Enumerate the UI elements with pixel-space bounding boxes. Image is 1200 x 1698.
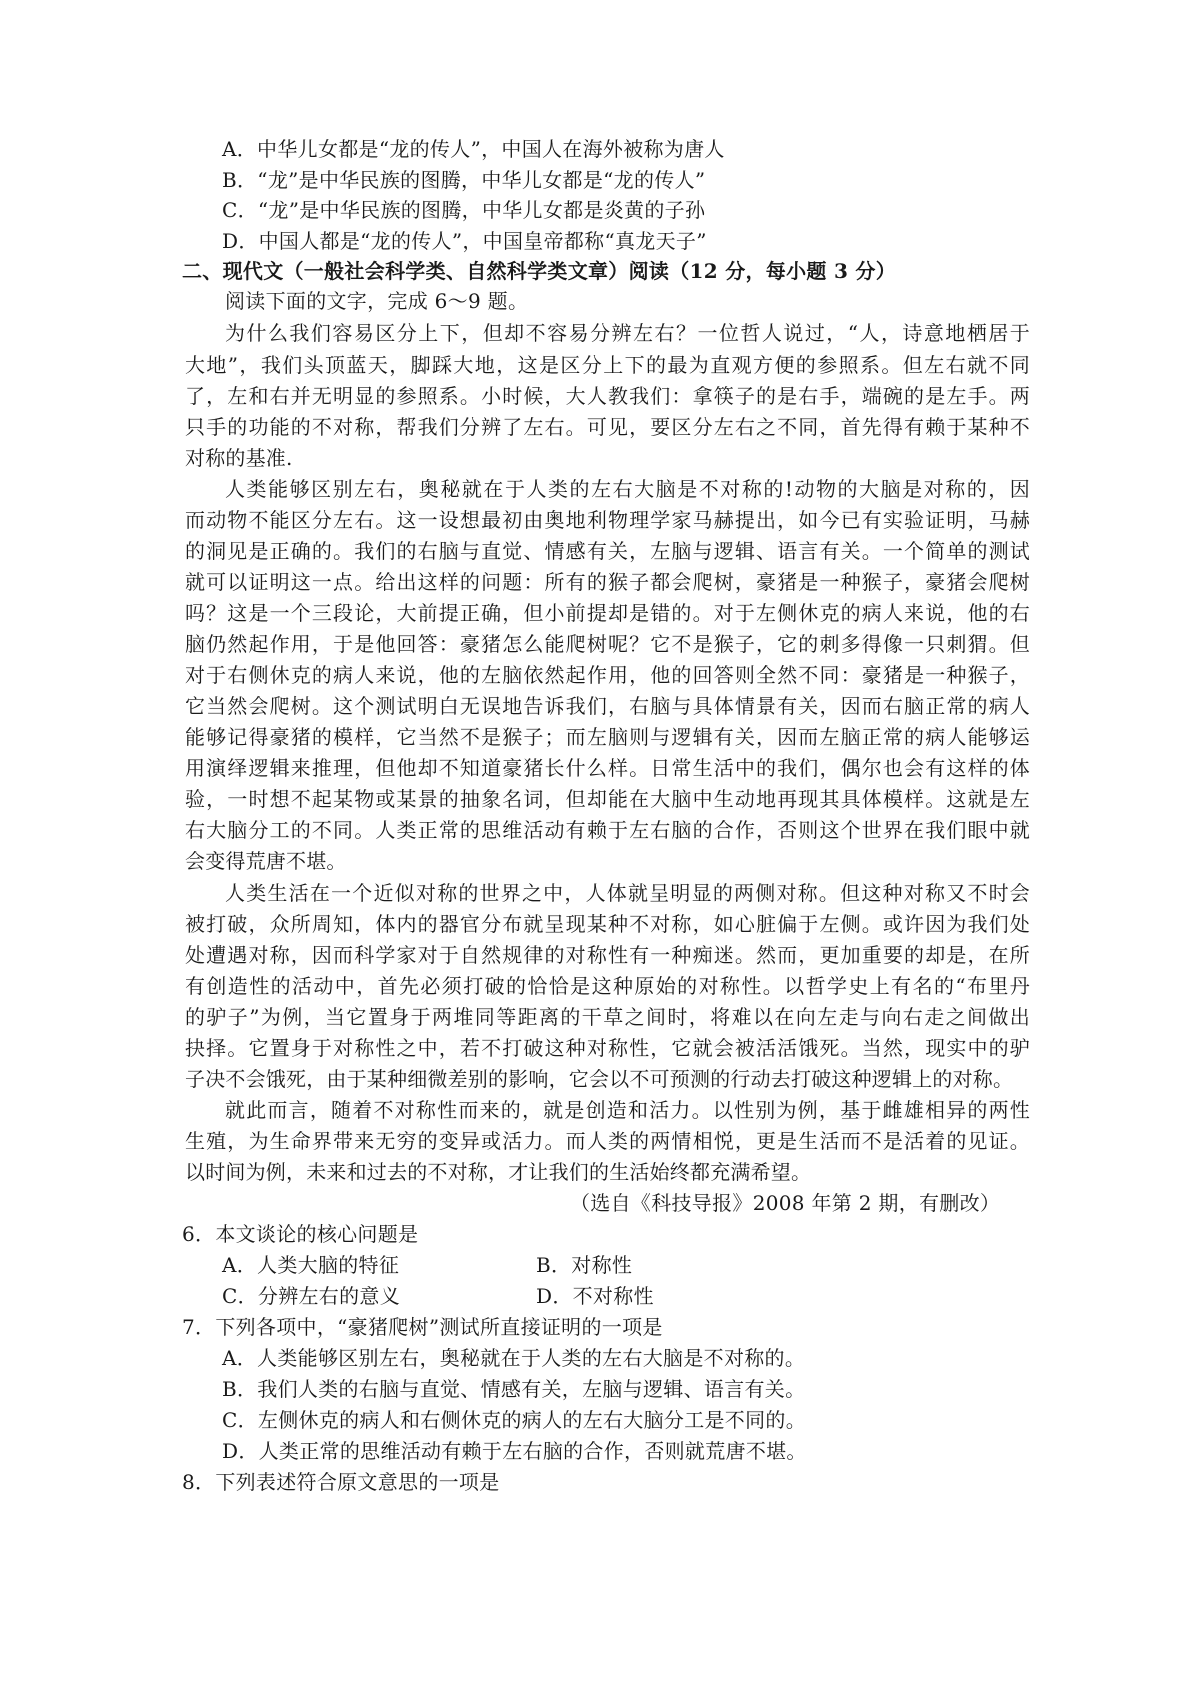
q6-option-b: B．对称性 (536, 1253, 633, 1277)
passage-p2-line: 人类能够区别左右，奥秘就在于人类的左右大脑是不对称的!动物的大脑是对称的，因 (225, 477, 1030, 501)
passage-p3-line: 的驴子”为例，当它置身于两堆同等距离的干草之间时，将难以在向左走与向右走之间做出 (185, 1005, 1030, 1029)
passage-p3-line: 子决不会饿死，由于某种细微差别的影响，它会以不可预测的行动去打破这种逻辑上的对称。 (185, 1067, 1014, 1091)
passage-p2-line: 右大脑分工的不同。人类正常的思维活动有赖于左右脑的合作，否则这个世界在我们眼中就 (185, 818, 1030, 842)
passage-p3-line: 处遭遇对称，因而科学家对于自然规律的对称性有一种痴迷。然而，更加重要的却是，在所 (185, 943, 1030, 967)
passage-p2-line: 脑仍然起作用，于是他回答：豪猪怎么能爬树呢？它不是猴子，它的刺多得像一只刺猬。但 (185, 632, 1030, 656)
q7-stem: 7．下列各项中，“豪猪爬树”测试所直接证明的一项是 (182, 1315, 663, 1339)
passage-p2-line: 吗？这是一个三段论，大前提正确，但小前提却是错的。对于左侧休克的病人来说，他的右 (185, 601, 1030, 625)
passage-p3-line: 抉择。它置身于对称性之中，若不打破这种对称性，它就会被活活饿死。当然，现实中的驴 (185, 1036, 1030, 1060)
passage-p2-line: 能够记得豪猪的模样，它当然不是猴子；而左脑则与逻辑有关，因而左脑正常的病人能够运 (185, 725, 1030, 749)
passage-p3-line: 被打破，众所周知，体内的器官分布就呈现某种不对称，如心脏偏于左侧。或许因为我们处 (185, 912, 1030, 936)
q7-option-a: A．人类能够区别左右，奥秘就在于人类的左右大脑是不对称的。 (222, 1346, 806, 1370)
q5-option-b: B．“龙”是中华民族的图腾，中华儿女都是“龙的传人” (222, 168, 706, 192)
passage-p2-line: 会变得荒唐不堪。 (185, 849, 347, 873)
passage-p3-line: 有创造性的活动中，首先必须打破的恰恰是这种原始的对称性。以哲学史上有名的“布里丹 (185, 974, 1030, 998)
q5-option-c: C．“龙”是中华民族的图腾，中华儿女都是炎黄的子孙 (222, 198, 706, 222)
section-title: 二、现代文（一般社会科学类、自然科学类文章）阅读（12 分，每小题 3 分） (182, 259, 897, 283)
passage-p1-line: 大地”，我们头顶蓝天，脚踩大地，这是区分上下的最为直观方便的参照系。但左右就不同 (185, 353, 1030, 377)
passage-p2-line: 它当然会爬树。这个测试明白无误地告诉我们，右脑与具体情景有关，因而右脑正常的病人 (185, 694, 1030, 718)
q5-option-a: A．中华儿女都是“龙的传人”，中国人在海外被称为唐人 (222, 137, 725, 161)
q7-option-b: B．我们人类的右脑与直觉、情感有关，左脑与逻辑、语言有关。 (222, 1377, 806, 1401)
q8-stem: 8．下列表述符合原文意思的一项是 (182, 1470, 500, 1494)
q6-option-a: A．人类大脑的特征 (222, 1253, 400, 1277)
q6-option-c: C．分辨左右的意义 (222, 1284, 401, 1308)
q5-option-d: D．中国人都是“龙的传人”，中国皇帝都称“真龙天子” (222, 229, 707, 253)
q6-option-d: D．不对称性 (536, 1284, 654, 1308)
passage-p2-line: 对于右侧休克的病人来说，他的左脑依然起作用，他的回答则全然不同：豪猪是一种猴子， (185, 663, 1030, 687)
passage-p2-line: 用演绎逻辑来推理，但他却不知道豪猪长什么样。日常生活中的我们，偶尔也会有这样的体 (185, 756, 1030, 780)
passage-p2-line: 而动物不能区分左右。这一设想最初由奥地利物理学家马赫提出，如今已有实验证明，马赫 (185, 508, 1030, 532)
passage-p4-line: 生殖，为生命界带来无穷的变异或活力。而人类的两情相悦，更是生活而不是活着的见证。 (185, 1129, 1030, 1153)
q6-stem: 6．本文谈论的核心问题是 (182, 1222, 419, 1246)
passage-p4-line: 就此而言，随着不对称性而来的，就是创造和活力。以性别为例，基于雌雄相异的两性 (225, 1098, 1030, 1122)
q7-option-d: D．人类正常的思维活动有赖于左右脑的合作，否则就荒唐不堪。 (222, 1439, 807, 1463)
passage-p2-line: 就可以证明这一点。给出这样的问题：所有的猴子都会爬树，豪猪是一种猴子，豪猪会爬树 (185, 570, 1030, 594)
passage-p1-line: 了，左和右并无明显的参照系。小时候，大人教我们：拿筷子的是右手，端碗的是左手。两 (185, 384, 1030, 408)
passage-p1-line: 为什么我们容易区分上下，但却不容易分辨左右？一位哲人说过，“人，诗意地栖居于 (225, 321, 1030, 345)
reading-instruction: 阅读下面的文字，完成 6～9 题。 (225, 289, 529, 313)
passage-p1-line: 对称的基准. (185, 446, 293, 470)
source-citation: （选自《科技导报》2008 年第 2 期，有删改） (570, 1191, 1001, 1215)
passage-p3-line: 人类生活在一个近似对称的世界之中，人体就呈明显的两侧对称。但这种对称又不时会 (225, 881, 1030, 905)
passage-p2-line: 的洞见是正确的。我们的右脑与直觉、情感有关，左脑与逻辑、语言有关。一个简单的测试 (185, 539, 1030, 563)
passage-p1-line: 只手的功能的不对称，帮我们分辨了左右。可见，要区分左右之不同，首先得有赖于某种不 (185, 415, 1030, 439)
q7-option-c: C．左侧休克的病人和右侧休克的病人的左右大脑分工是不同的。 (222, 1408, 807, 1432)
passage-p2-line: 验，一时想不起某物或某景的抽象名词，但却能在大脑中生动地再现其具体模样。这就是左 (185, 787, 1030, 811)
passage-p4-line: 以时间为例，未来和过去的不对称，才让我们的生活始终都充满希望。 (185, 1160, 812, 1184)
